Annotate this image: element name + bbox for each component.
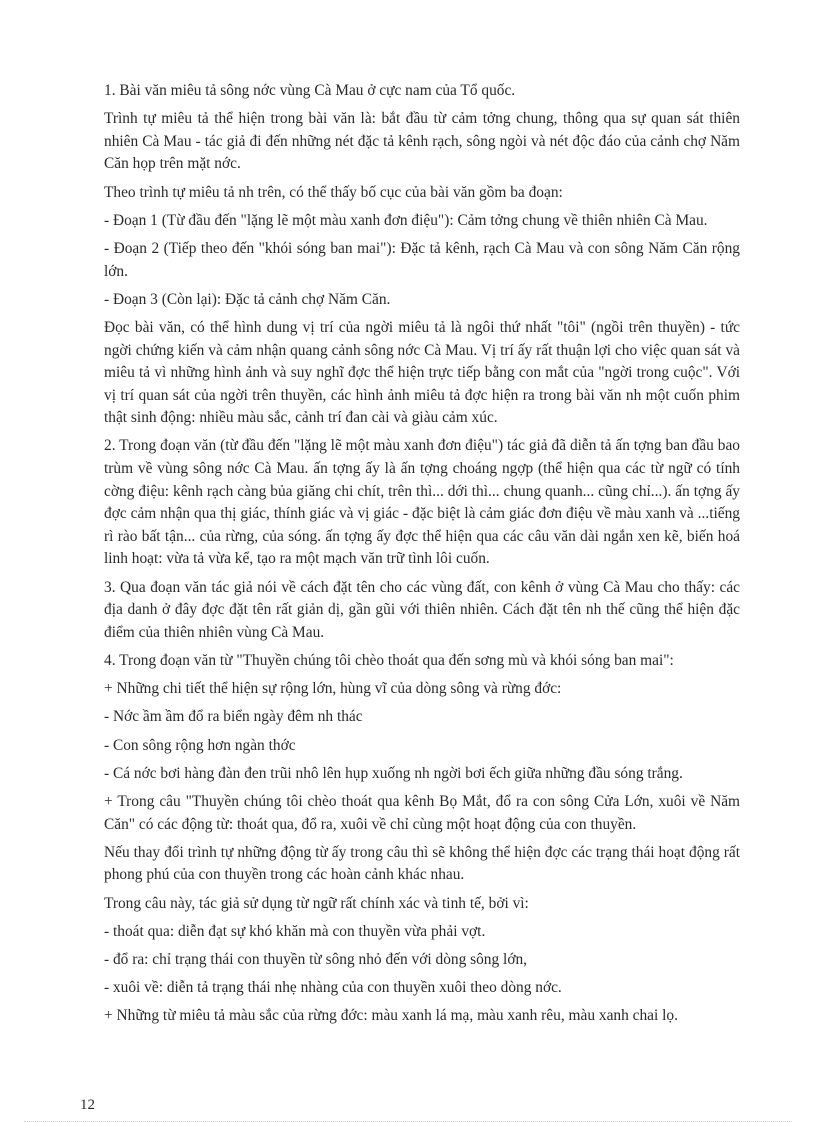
paragraph-6: - Đoạn 3 (Còn lại): Đặc tả cảnh chợ Năm Căn. — [104, 290, 391, 308]
paragraph-18: - thoát qua: diễn đạt sự khó khăn mà con thuyền vừa phải vợt. — [104, 922, 486, 940]
body-text — [104, 80, 740, 1033]
paragraph-21: + Những từ miêu tả màu sắc của rừng đớc: màu xanh lá mạ, màu xanh rêu, màu xanh chai lọ. — [104, 1007, 678, 1025]
paragraph-1: 1. Bài văn miêu tả sông nớc vùng Cà Mau ở cực nam của Tổ quốc. — [104, 82, 516, 99]
paragraph-13: - Con sông rộng hơn ngàn thớc — [104, 736, 296, 754]
paragraph-16: Nếu thay đổi trình tự những động từ ấy trong câu thì sẽ không thể hiện đợc các trạng thái hoạt động rất phong phú của con thuyền trong các hoàn cảnh khác nhau. — [104, 843, 740, 884]
page-number: 12 — [80, 1097, 95, 1113]
paragraph-8: 2. Trong đoạn văn (từ đầu đến "lặng lẽ một màu xanh đơn điệu") tác giả đã diễn tả ấn tợng ban đầu bao trùm về vùng sông nớc Cà Mau. ấn tợng ấy là ấn tợng choáng ngợp (thể hiện qua các từ ngữ có tính cờng điệu: kênh rạch càng bủa giăng chi chít, trên thì... dới thì... chung quanh... cũng chỉ...). ấn tợng ấy đợc cảm nhận qua thị giác, thính giác và vị giác - đặc biệt là cảm giác đơn điệu về màu xanh và ...tiếng rì rào bất tận... của rừng, của sóng. ấn tợng ấy đợc thể hiện qua các câu văn dài ngắn xen kẽ, biến hoá linh hoạt: vừa tả vừa kể, tạo ra một mạch văn trữ tình lôi cuốn. — [104, 437, 740, 568]
paragraph-7: Đọc bài văn, có thể hình dung vị trí của ngời miêu tả là ngôi thứ nhất "tôi" (ngồi trên thuyền) - tức ngời chứng kiến và cảm nhận quang cảnh sông nớc Cà Mau. Vị trí ấy rất thuận lợi cho việc quan sát và miêu tả vì những hình ảnh và suy nghĩ đợc thể hiện trực tiếp bằng con mắt của "ngời trong cuộc". Với vị trí quan sát của ngời trên thuyền, các hình ảnh miêu tả đợc hiện ra trong bài văn nh một cuốn phim thật sinh động: nhiều màu sắc, cảnh trí đan cài và giàu cảm xúc. — [104, 318, 740, 427]
paragraph-2: Trình tự miêu tả thể hiện trong bài văn là: bắt đầu từ cảm tởng chung, thông qua sự quan sát thiên nhiên Cà Mau - tác giả đi đến những nét đặc tả kênh rạch, sông ngòi và nét độc đáo của cảnh chợ Năm Căn họp trên mặt nớc. — [104, 110, 740, 173]
paragraph-12: - Nớc ầm ầm đổ ra biển ngày đêm nh thác — [104, 708, 363, 726]
paragraph-9: 3. Qua đoạn văn tác giả nói về cách đặt tên cho các vùng đất, con kênh ở vùng Cà Mau cho thấy: các địa danh ở đây đợc đặt tên rất giản dị, gần gũi với thiên nhiên. Cách đặt tên nh thế cũng thể hiện đặc điểm của thiên nhiên vùng Cà Mau. — [104, 578, 740, 641]
paragraph-11: + Những chi tiết thể hiện sự rộng lớn, hùng vĩ của dòng sông và rừng đớc: — [104, 680, 562, 698]
paragraph-5: - Đoạn 2 (Tiếp theo đến "khói sóng ban mai"): Đặc tả kênh, rạch Cà Mau và con sông Năm Căn rộng lớn. — [104, 239, 740, 280]
paragraph-10: 4. Trong đoạn văn từ "Thuyền chúng tôi chèo thoát qua đến sơng mù và khói sóng ban mai": — [104, 652, 674, 669]
paragraph-20: - xuôi về: diễn tả trạng thái nhẹ nhàng của con thuyền xuôi theo dòng nớc. — [104, 979, 562, 997]
paragraph-3: Theo trình tự miêu tả nh trên, có thể thấy bố cục của bài văn gồm ba đoạn: — [104, 183, 563, 201]
paragraph-15: + Trong câu "Thuyền chúng tôi chèo thoát qua kênh Bọ Mắt, đổ ra con sông Cửa Lớn, xuôi về Năm Căn" có các động từ: thoát qua, đổ ra, xuôi về chỉ cùng một hoạt động của con thuyền. — [104, 792, 740, 833]
footer-divider — [24, 1121, 792, 1122]
paragraph-17: Trong câu này, tác giả sử dụng từ ngữ rất chính xác và tinh tế, bởi vì: — [104, 894, 529, 912]
paragraph-4: - Đoạn 1 (Từ đầu đến "lặng lẽ một màu xanh đơn điệu"): Cảm tởng chung về thiên nhiên Cà Mau. — [104, 211, 708, 229]
paragraph-14: - Cá nớc bơi hàng đàn đen trũi nhô lên hụp xuống nh ngời bơi ếch giữa những đầu sóng trắng. — [104, 764, 683, 782]
paragraph-19: - đổ ra: chỉ trạng thái con thuyền từ sông nhỏ đến với dòng sông lớn, — [104, 950, 528, 968]
